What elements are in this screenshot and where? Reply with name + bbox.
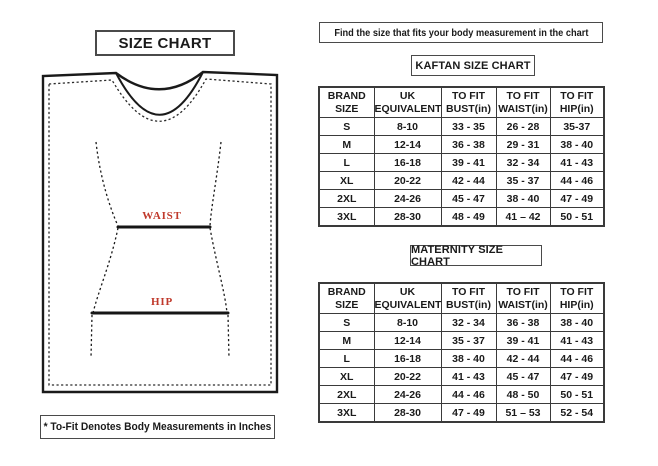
- table-row: [319, 136, 604, 154]
- cell-waist: 35 - 37: [496, 172, 550, 190]
- seam-dotted-line: [49, 79, 271, 385]
- cell-waist: 26 - 28: [496, 118, 550, 136]
- header-line: BUST(in): [446, 298, 491, 311]
- cell-waist: 41 – 42: [496, 208, 550, 227]
- cell-uk: 20-22: [374, 172, 441, 190]
- instruction-text: Find the size that fits your body measurement in the chart: [333, 26, 589, 39]
- header-line: EQUIVALENT: [374, 102, 442, 115]
- cell-uk: 24-26: [374, 386, 441, 404]
- table-row: [319, 332, 604, 350]
- body-line-left-bottom: [91, 315, 92, 358]
- cell-hip: 44 - 46: [550, 350, 604, 368]
- header-line: TO FIT: [451, 90, 486, 102]
- instruction-box: [319, 22, 603, 43]
- size-chart-heading: SIZE CHART: [118, 34, 212, 52]
- header-line: EQUIVALENT: [374, 298, 442, 311]
- cell-uk: 12-14: [374, 136, 441, 154]
- cell-bust: 41 - 43: [441, 368, 496, 386]
- cell-waist: 45 - 47: [496, 368, 550, 386]
- cell-uk: 8-10: [374, 314, 441, 332]
- table-row: [319, 314, 604, 332]
- header-line: HIP(in): [559, 102, 594, 115]
- cell-bust: 32 - 34: [441, 314, 496, 332]
- cell-bust: 36 - 38: [441, 136, 496, 154]
- kaftan-size-table: [318, 86, 605, 227]
- table-row: [319, 172, 604, 190]
- cell-waist: 39 - 41: [496, 332, 550, 350]
- cell-uk: 12-14: [374, 332, 441, 350]
- garment-outline: [43, 72, 277, 392]
- cell-bust: 38 - 40: [441, 350, 496, 368]
- col-header-bust: [441, 87, 496, 118]
- table-row: [319, 154, 604, 172]
- cell-hip: 41 - 43: [550, 154, 604, 172]
- header-line: SIZE: [335, 298, 359, 311]
- header-line: UK: [399, 286, 416, 298]
- col-header-brand-size: [319, 283, 374, 314]
- header-line: WAIST(in): [498, 298, 548, 311]
- cell-size: 2XL: [319, 190, 374, 208]
- col-header-brand-size: [319, 87, 374, 118]
- cell-bust: 44 - 46: [441, 386, 496, 404]
- maternity-chart-title-box: [410, 245, 542, 266]
- body-curve-left-upper: [96, 142, 118, 226]
- cell-size: S: [319, 314, 374, 332]
- cell-hip: 44 - 46: [550, 172, 604, 190]
- cell-waist: 29 - 31: [496, 136, 550, 154]
- cell-uk: 28-30: [374, 208, 441, 227]
- hip-label: HIP: [151, 296, 173, 308]
- cell-bust: 33 - 35: [441, 118, 496, 136]
- neckline-curve: [116, 72, 203, 115]
- kaftan-garment-diagram: [0, 0, 320, 466]
- header-line: TO FIT: [560, 286, 594, 298]
- cell-size: L: [319, 154, 374, 172]
- cell-size: 3XL: [319, 208, 374, 227]
- cell-bust: 42 - 44: [441, 172, 496, 190]
- col-header-waist: [496, 283, 550, 314]
- col-header-bust: [441, 283, 496, 314]
- cell-waist: 42 - 44: [496, 350, 550, 368]
- cell-hip: 50 - 51: [550, 386, 604, 404]
- table-row: [319, 350, 604, 368]
- cell-hip: 52 - 54: [550, 404, 604, 423]
- cell-size: 2XL: [319, 386, 374, 404]
- cell-uk: 20-22: [374, 368, 441, 386]
- header-line: BUST(in): [446, 102, 491, 115]
- cell-uk: 8-10: [374, 118, 441, 136]
- cell-waist: 36 - 38: [496, 314, 550, 332]
- col-header-waist: [496, 87, 550, 118]
- cell-size: XL: [319, 368, 374, 386]
- header-line: TO FIT: [560, 90, 594, 102]
- cell-hip: 38 - 40: [550, 136, 604, 154]
- header-line: WAIST(in): [498, 102, 548, 115]
- cell-uk: 24-26: [374, 190, 441, 208]
- cell-bust: 39 - 41: [441, 154, 496, 172]
- table-row: [319, 386, 604, 404]
- waist-label: WAIST: [142, 210, 182, 222]
- cell-uk: 16-18: [374, 154, 441, 172]
- cell-bust: 47 - 49: [441, 404, 496, 423]
- header-line: BRAND: [327, 286, 366, 298]
- cell-waist: 51 – 53: [496, 404, 550, 423]
- table-row: [319, 190, 604, 208]
- cell-size: XL: [319, 172, 374, 190]
- footnote-box: [40, 415, 275, 439]
- table-row: [319, 404, 604, 423]
- cell-bust: 48 - 49: [441, 208, 496, 227]
- cell-hip: 41 - 43: [550, 332, 604, 350]
- cell-hip: 35-37: [550, 118, 604, 136]
- table-row: [319, 208, 604, 227]
- cell-hip: 47 - 49: [550, 368, 604, 386]
- cell-waist: 48 - 50: [496, 386, 550, 404]
- cell-waist: 32 - 34: [496, 154, 550, 172]
- cell-bust: 45 - 47: [441, 190, 496, 208]
- header-line: TO FIT: [506, 286, 540, 298]
- table-row: [319, 118, 604, 136]
- footnote-text: * To-Fit Denotes Body Measurements in Inches: [43, 421, 272, 433]
- col-header-uk-equivalent: [374, 87, 441, 118]
- header-line: SIZE: [335, 102, 359, 115]
- body-curve-right-lower: [210, 228, 227, 313]
- table-row: [319, 368, 604, 386]
- header-line: HIP(in): [559, 298, 594, 311]
- kaftan-header-row: [319, 87, 604, 118]
- header-line: TO FIT: [506, 90, 540, 102]
- body-curve-left-lower: [93, 228, 118, 313]
- maternity-header-row: [319, 283, 604, 314]
- cell-hip: 50 - 51: [550, 208, 604, 227]
- cell-size: M: [319, 136, 374, 154]
- header-line: TO FIT: [451, 286, 486, 298]
- cell-size: S: [319, 118, 374, 136]
- col-header-hip: [550, 283, 604, 314]
- col-header-uk-equivalent: [374, 283, 441, 314]
- maternity-chart-title: MATERNITY SIZE CHART: [411, 243, 504, 268]
- maternity-size-table: [318, 282, 605, 423]
- body-curve-right-upper: [210, 142, 221, 226]
- col-header-hip: [550, 87, 604, 118]
- cell-bust: 35 - 37: [441, 332, 496, 350]
- body-line-right-bottom: [228, 315, 229, 358]
- cell-size: 3XL: [319, 404, 374, 423]
- cell-hip: 47 - 49: [550, 190, 604, 208]
- cell-uk: 28-30: [374, 404, 441, 423]
- cell-hip: 38 - 40: [550, 314, 604, 332]
- header-line: BRAND: [327, 90, 366, 102]
- cell-size: M: [319, 332, 374, 350]
- kaftan-chart-title-box: [411, 55, 535, 76]
- kaftan-chart-title: KAFTAN SIZE CHART: [415, 59, 531, 72]
- cell-uk: 16-18: [374, 350, 441, 368]
- cell-size: L: [319, 350, 374, 368]
- cell-waist: 38 - 40: [496, 190, 550, 208]
- header-line: UK: [399, 90, 416, 102]
